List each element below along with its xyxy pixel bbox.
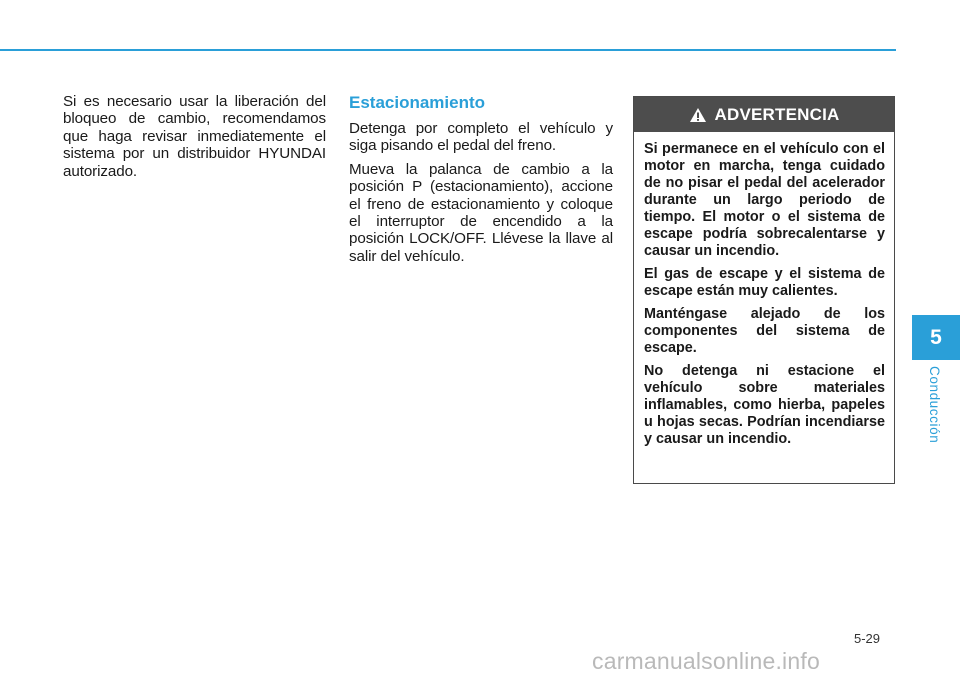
header-rule [0, 49, 896, 51]
page-number: 5-29 [854, 631, 881, 646]
chapter-tab [912, 315, 960, 360]
warning-title: ADVERTENCIA [714, 104, 840, 124]
warning-body [634, 132, 894, 448]
warning-paragraph-1: Si permanece en el vehículo con el motor en marcha, tenga cuidado de no pisar el pedal del acelerador durante un largo periodo de tiempo. El motor o el sistema de escape podría sobrecalentarse y causar un incendio. [644, 141, 885, 259]
parking-paragraph-1: Detenga por completo el vehículo y siga pisando el pedal del freno. [349, 120, 613, 155]
warning-triangle-icon [689, 107, 707, 123]
chapter-number: 5 [930, 325, 942, 349]
chapter-label: Conducción [927, 366, 942, 444]
left-column [63, 93, 326, 186]
shift-lock-paragraph: Si es necesario usar la liberación del bloqueo de cambio, recomendamos que haga revisar inmediatemente el sistema por un distribuidor HYUNDAI autorizado. [63, 93, 326, 180]
warning-paragraph-2: El gas de escape y el sistema de escape están muy calientes. [644, 266, 885, 299]
section-heading: Estacionamiento [349, 93, 486, 112]
warning-paragraph-4: No detenga ni estacione el vehículo sobre materiales inflamables, como hierba, papeles u hojas secas. Podrían incendiarse y causar un incendio. [644, 363, 885, 447]
middle-column [349, 93, 613, 271]
warning-paragraph-3: Manténgase alejado de los componentes del sistema de escape. [644, 306, 885, 356]
parking-paragraph-2: Mueva la palanca de cambio a la posición P (estacionamiento), accione el freno de estacionamiento y coloque el interruptor de encendido a la posición LOCK/OFF. Llévese la llave al salir del vehículo. [349, 160, 613, 265]
warning-box [633, 96, 895, 484]
watermark: carmanualsonline.info [592, 648, 820, 674]
warning-header [634, 97, 894, 132]
